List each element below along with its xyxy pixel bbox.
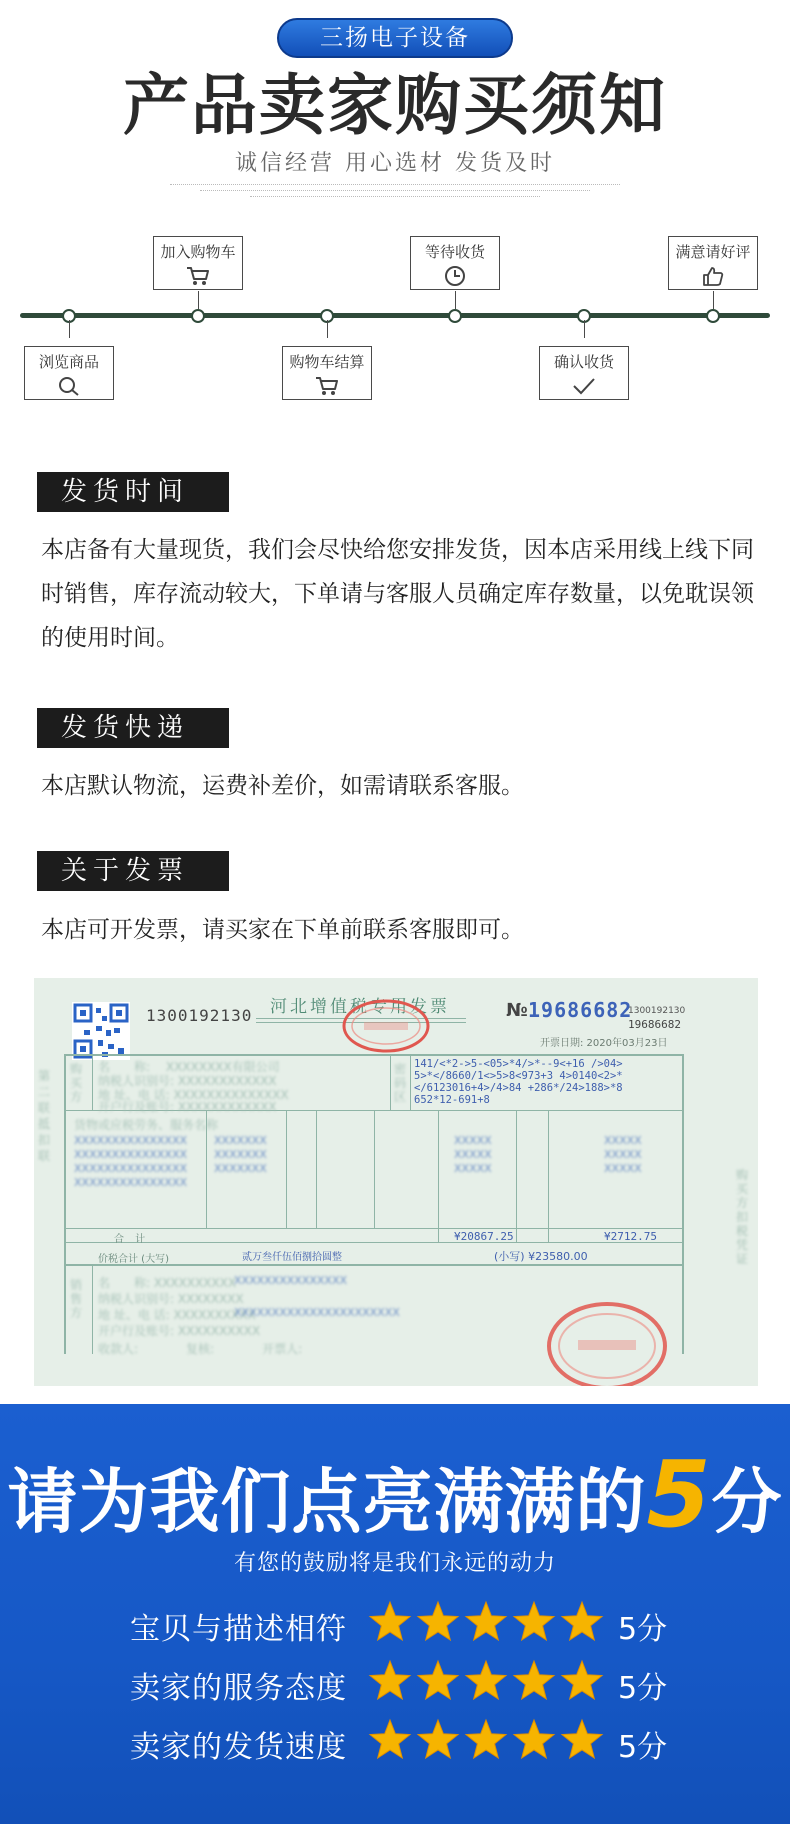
invoice-total-small: (小写) ¥23580.00 [494,1250,588,1263]
step-add-to-cart [153,236,243,290]
step-label: 满意请好评 [675,243,751,261]
star-icon [514,1720,554,1758]
stars-svg [366,1657,606,1705]
step-label: 购物车结算 [289,353,365,371]
invoice-title: 河北增值税专用发票 [270,997,450,1017]
invoice-code: 1300192130 [146,1006,253,1025]
star-icon [370,1661,410,1699]
step-connector [455,291,456,309]
subtitle-divider [250,196,540,197]
star-icon [418,1661,458,1699]
clock-icon [443,265,467,287]
rating-score: 5分 [618,1671,668,1706]
invoice-total-words: 贰万叁仟伍佰捌拾圆整 [242,1252,342,1263]
star-icon [514,1602,554,1640]
section-title-shipping-time: 发货时间 [37,472,229,512]
rating-label: 宝贝与描述相符 [130,1612,347,1647]
rating-label: 卖家的服务态度 [130,1671,347,1706]
rating-title-prefix: 请为我们点亮满满的 [7,1461,647,1543]
page-subtitle: 诚信经营 用心选材 发货及时 [235,151,555,176]
step-connector [69,320,70,338]
step-label: 等待收货 [424,243,485,261]
star-icon [418,1602,458,1640]
rating-label: 卖家的发货速度 [130,1730,347,1765]
subtitle-divider [170,184,620,185]
invoice-date: 开票日期: 2020年03月23日 [540,1038,668,1049]
page-title: 产品卖家购买须知 [123,67,667,144]
star-rating [366,1657,606,1713]
section-body-shipping-time: 本店备有大量现货，我们会尽快给您安排发货，因本店采用线上线下同时销售，库存流动较大，下单请与客服人员确定库存数量，以免耽误领的使用时间。 [41,537,754,651]
star-rating [366,1598,606,1654]
rating-row-service [120,1657,680,1707]
step-label: 加入购物车 [160,243,236,261]
section-body-courier: 本店默认物流，运费补差价，如需请联系客服。 [41,773,524,799]
invoice-number-small: 19686682 [628,1018,681,1031]
invoice-total-label: 合 计 [114,1234,150,1245]
stars-svg [366,1716,606,1764]
rating-score: 5分 [618,1730,668,1765]
star-icon [562,1602,602,1640]
step-checkout [282,346,372,400]
star-icon [466,1661,506,1699]
section-body-invoice: 本店可开发票，请买家在下单前联系客服即可。 [41,917,524,943]
step-browse [24,346,114,400]
brand-badge: 三扬电子设备 [277,18,513,58]
star-icon [562,1661,602,1699]
rating-title-suffix: 分 [711,1461,783,1543]
step-review [668,236,758,290]
step-label: 确认收货 [553,353,614,371]
timeline-node [706,309,720,323]
section-title-courier: 发货快递 [37,708,229,748]
invoice-photo: 1300192130 河北增值税专用发票 № 19686682 1300192130 19686682 开票日期: 2020年03月23日 购 买 方 名 称: XXXXXXXX有限公司 纳税人识别号: XXXXXXXXXXXX 地 址、电 话: XXXXXXXXXXXXXX 开户行及账号: XXXXXXXXXXXX 密 码 区 141/<*2->5-<05>*4/>*--9<+16 />04>5>*</8660/1<>5>8<973+3 4>0140<2>*</6123016+4>/4>84 +286*/24>188>*8652*12-691+8 货物或应税劳务、服务名称 XXXXXXXXXXXXXXX XXXXXXXXXXXXXXX XXXXXXXXXXXXXXX XXXXXXXXXXXXXXX XXXXXXX XXXXXXX XXXXXXX XXXXX XXXXX XXXXX XXXXX XXXXX XXXXX 合 计 ¥20867.25 ¥2712.75 价税合计 (大写) 贰万叁仟伍佰捌拾圆整 (小写) ¥23580.00 销 售 方 名 称: XXXXXXXXXX XXXXXXXXXXXXXXX 纳税人识别号: XXXXXXXX 地 址、电 话: XXXXXXXXXX XXXXXXXXXXXXXXXXXXXXXX 开户行及账号: XXXXXXXXXX 收款人: 复核: 开票人: 第 二 联 抵 扣 联 购 买 方 扣 税 凭 证 [34,978,758,1386]
step-confirm [539,346,629,400]
star-icon [418,1720,458,1758]
qr-code-icon [72,1002,130,1060]
cart-icon [314,375,340,397]
star-icon [466,1720,506,1758]
step-wait [410,236,500,290]
star-icon [370,1602,410,1640]
checkmark-icon [571,375,597,397]
cart-icon [185,265,211,287]
invoice-number: 19686682 [528,998,633,1022]
thumbs-up-icon [701,265,725,287]
subtitle-divider [200,190,590,191]
invoice-total-words-label: 价税合计 (大写) [98,1254,169,1265]
rating-subtitle: 有您的鼓励将是我们永远的动力 [233,1551,556,1576]
rating-title-number: 5 [646,1441,712,1548]
step-connector [327,320,328,338]
stars-svg [366,1598,606,1646]
timeline-node [191,309,205,323]
invoice-amount: ¥20867.25 [454,1230,514,1243]
red-seal [542,1296,672,1386]
rating-score: 5分 [618,1612,668,1647]
step-connector [713,291,714,309]
rating-row-description [120,1598,680,1648]
process-timeline [20,313,770,318]
star-icon [466,1602,506,1640]
step-label: 浏览商品 [38,353,99,371]
invoice-cipher: 141/<*2->5-<05>*4/>*--9<+16 />04>5>*</8660/1<>5>8<973+3 4>0140<2>*</6123016+4>/4>84 +286*/24>188>*8652*12-691+8 [414,1058,623,1106]
star-icon [370,1720,410,1758]
search-icon [57,375,81,397]
rating-row-shipping [120,1716,680,1766]
step-connector [198,291,199,309]
red-seal [340,998,432,1054]
timeline-node [448,309,462,323]
step-connector [584,320,585,338]
star-icon [514,1661,554,1699]
rating-title [0,1441,790,1548]
star-icon [562,1720,602,1758]
section-title-invoice: 关于发票 [37,851,229,891]
invoice-no-label: № [506,1000,528,1021]
invoice-code-small: 1300192130 [628,1006,686,1016]
star-rating [366,1716,606,1772]
invoice-tax: ¥2712.75 [604,1230,657,1243]
